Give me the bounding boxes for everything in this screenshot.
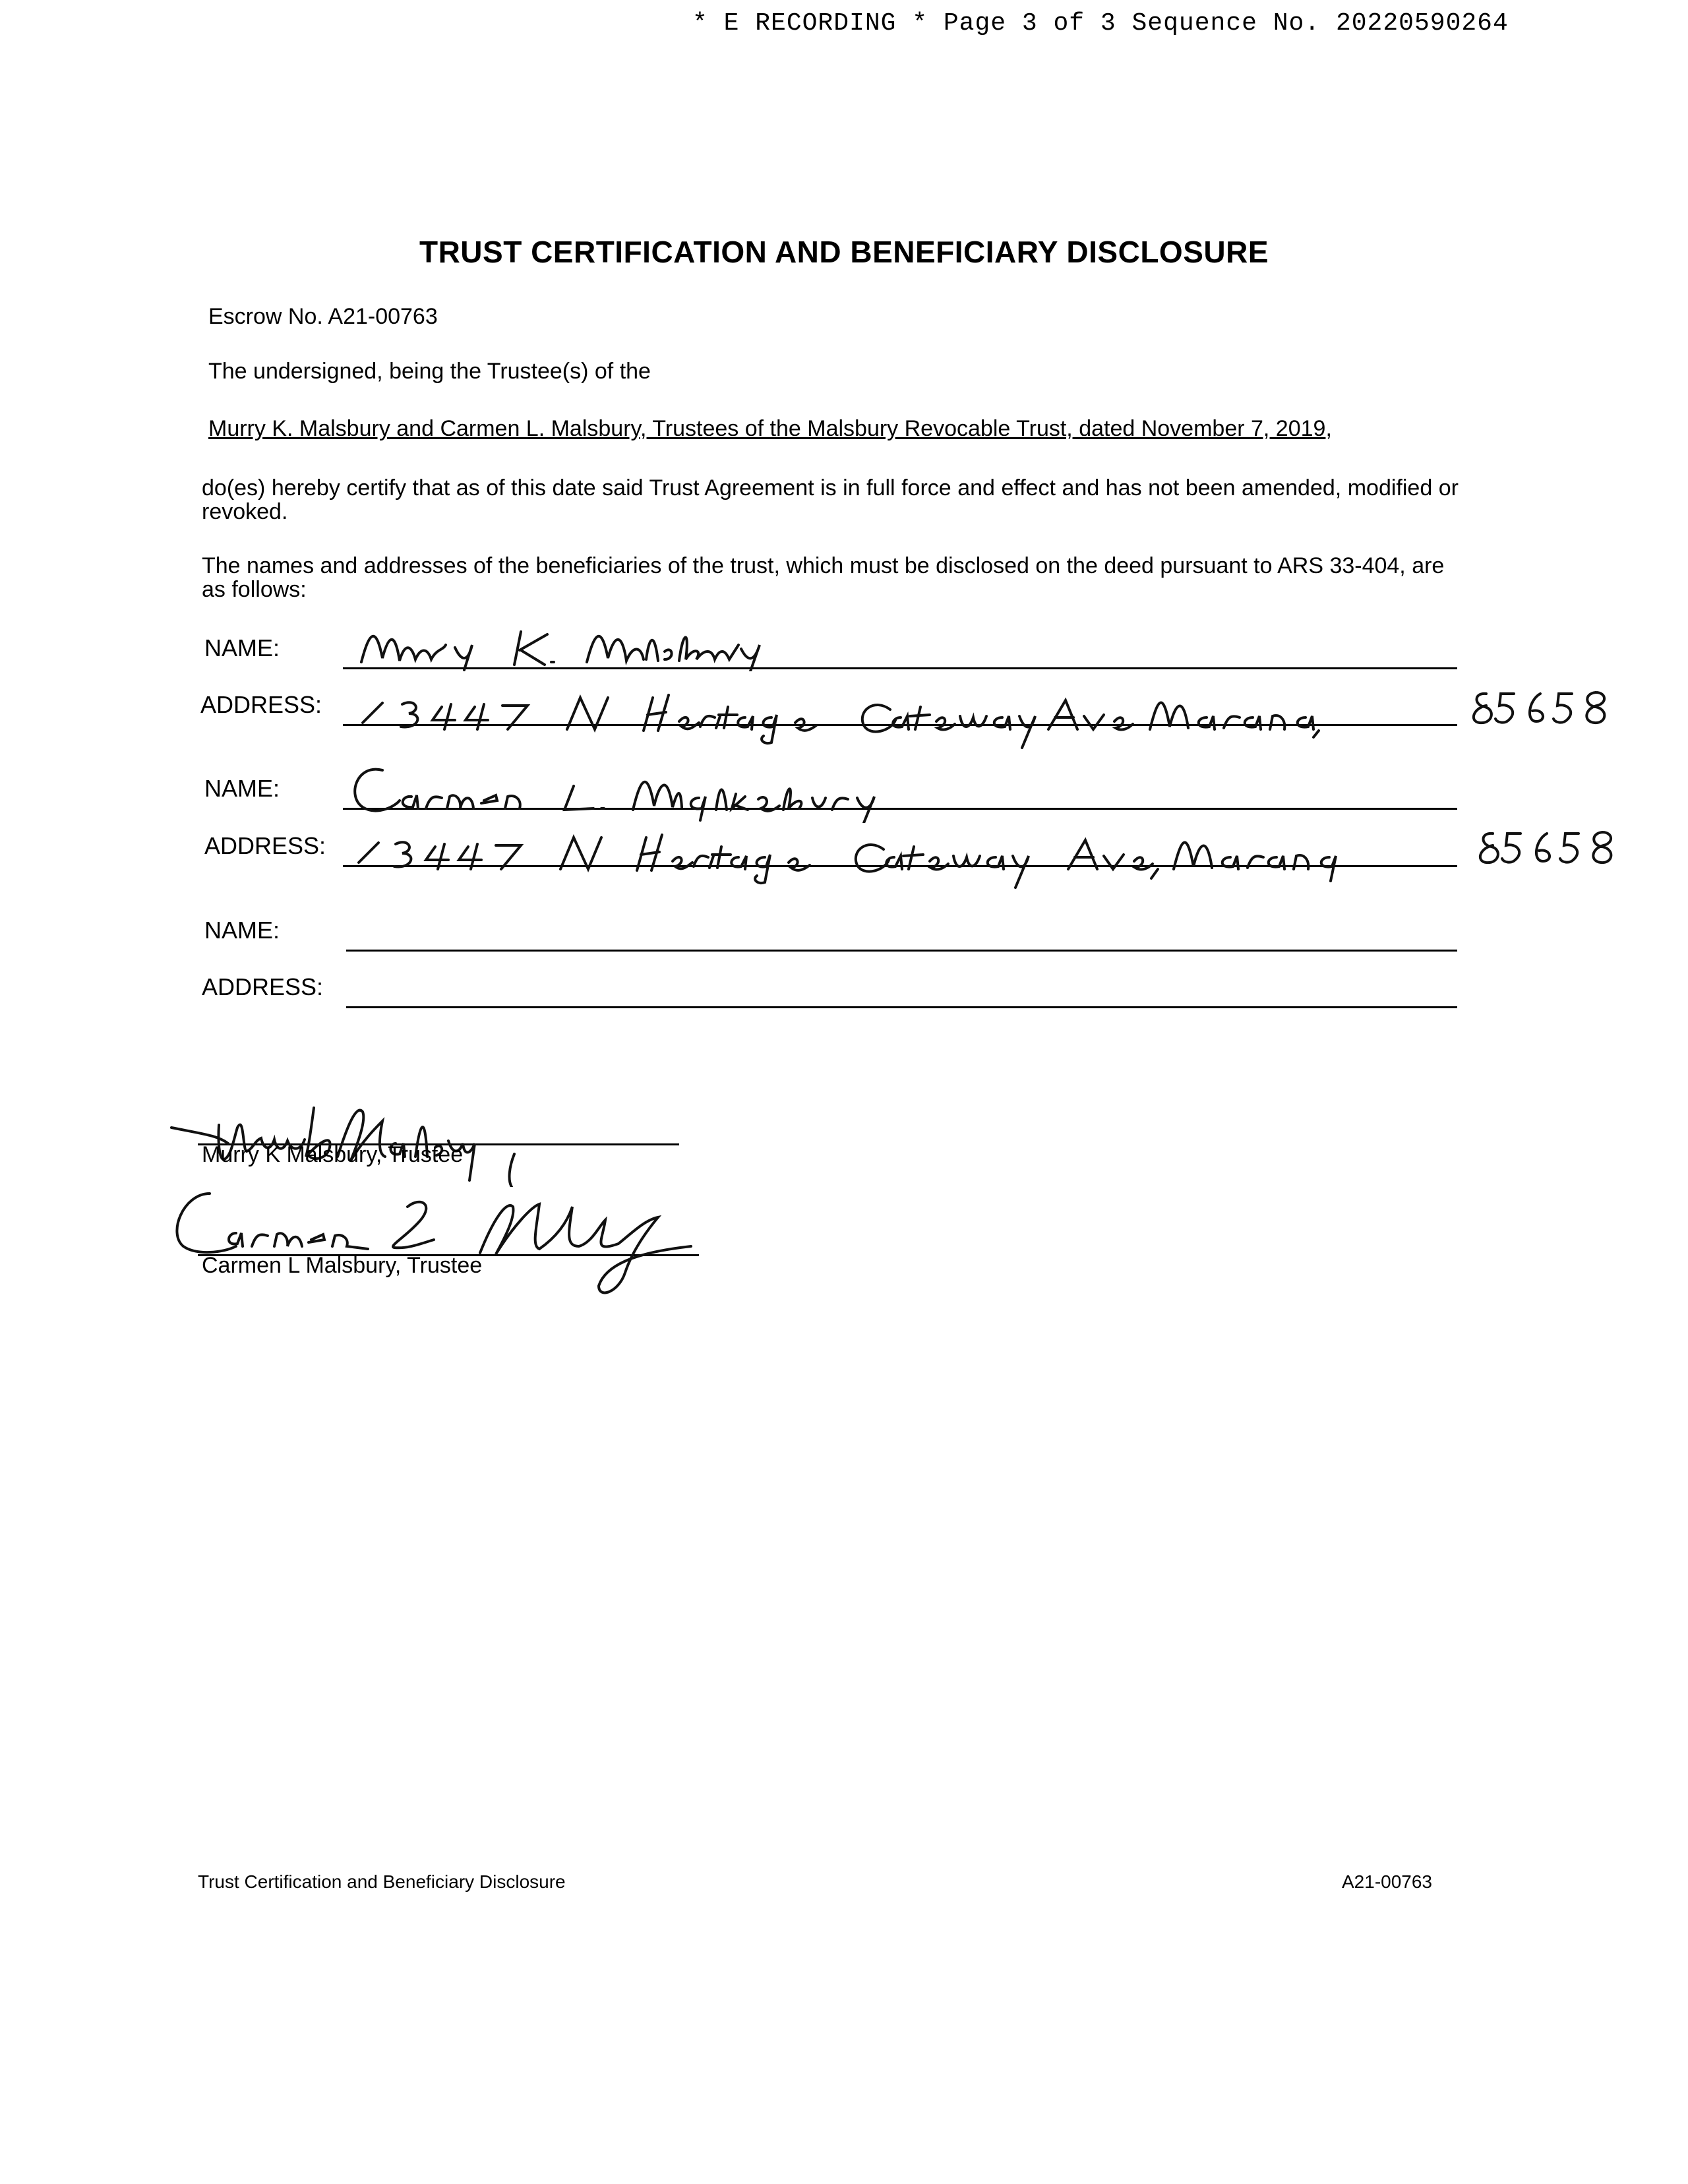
signature-murry-graphic — [165, 1088, 547, 1187]
trust-name-comma: , — [1325, 416, 1332, 441]
signature-murry — [165, 1088, 547, 1187]
beneficiary-3-name-line — [346, 950, 1457, 952]
footer-escrow-number: A21-00763 — [1342, 1871, 1433, 1892]
beneficiary-2-name-label: NAME: — [204, 775, 280, 802]
beneficiary-3-name-label: NAME: — [204, 917, 280, 944]
certify-paragraph: do(es) hereby certify that as of this date said Trust Agreement is in full force and effect and has not been amended, modified or revoked. — [202, 475, 1459, 524]
handwritten-name-murry — [356, 619, 884, 671]
beneficiary-1-address-label: ADDRESS: — [200, 691, 322, 718]
signature-carmen-graphic — [170, 1180, 711, 1299]
footer-document-name: Trust Certification and Beneficiary Disclosure — [198, 1871, 566, 1892]
signature-2-caption: Carmen L Malsbury, Trustee — [202, 1253, 483, 1278]
beneficiary-3-address-label: ADDRESS: — [202, 973, 324, 1000]
escrow-number: Escrow No. A21-00763 — [208, 304, 438, 329]
beneficiary-2-zip-handwriting — [1473, 826, 1625, 872]
recording-header: * E RECORDING * Page 3 of 3 Sequence No. 20220590264 — [692, 9, 1509, 38]
beneficiary-1-name-handwriting — [356, 619, 884, 671]
handwritten-address-2 — [349, 812, 1470, 892]
document-title: TRUST CERTIFICATION AND BENEFICIARY DISCLOSURE — [419, 235, 1269, 269]
undersigned-line: The undersigned, being the Trustee(s) of the — [208, 359, 651, 384]
beneficiary-1-name-label: NAME: — [204, 634, 280, 661]
beneficiary-1-address-handwriting — [349, 671, 1470, 750]
handwritten-zip-1 — [1466, 686, 1618, 732]
handwritten-address-1 — [349, 671, 1470, 750]
trust-name-line — [208, 417, 1455, 440]
beneficiary-1-zip-handwriting — [1466, 686, 1618, 732]
beneficiary-2-address-label: ADDRESS: — [204, 832, 326, 859]
signature-carmen — [170, 1180, 711, 1299]
beneficiaries-intro: The names and addresses of the beneficiaries of the trust, which must be disclosed on the deed pursuant to ARS 33-404, are as follows: — [202, 553, 1445, 602]
beneficiary-3-address-line — [346, 1006, 1457, 1008]
handwritten-zip-2 — [1473, 826, 1625, 872]
beneficiary-2-address-handwriting — [349, 812, 1470, 892]
signature-1-caption: Murry K Malsbury, Trustee — [202, 1142, 464, 1167]
trust-name-text: Murry K. Malsbury and Carmen L. Malsbury, Trustees of the Malsbury Revocable Trust, dated November 7, 2019 — [208, 416, 1326, 441]
